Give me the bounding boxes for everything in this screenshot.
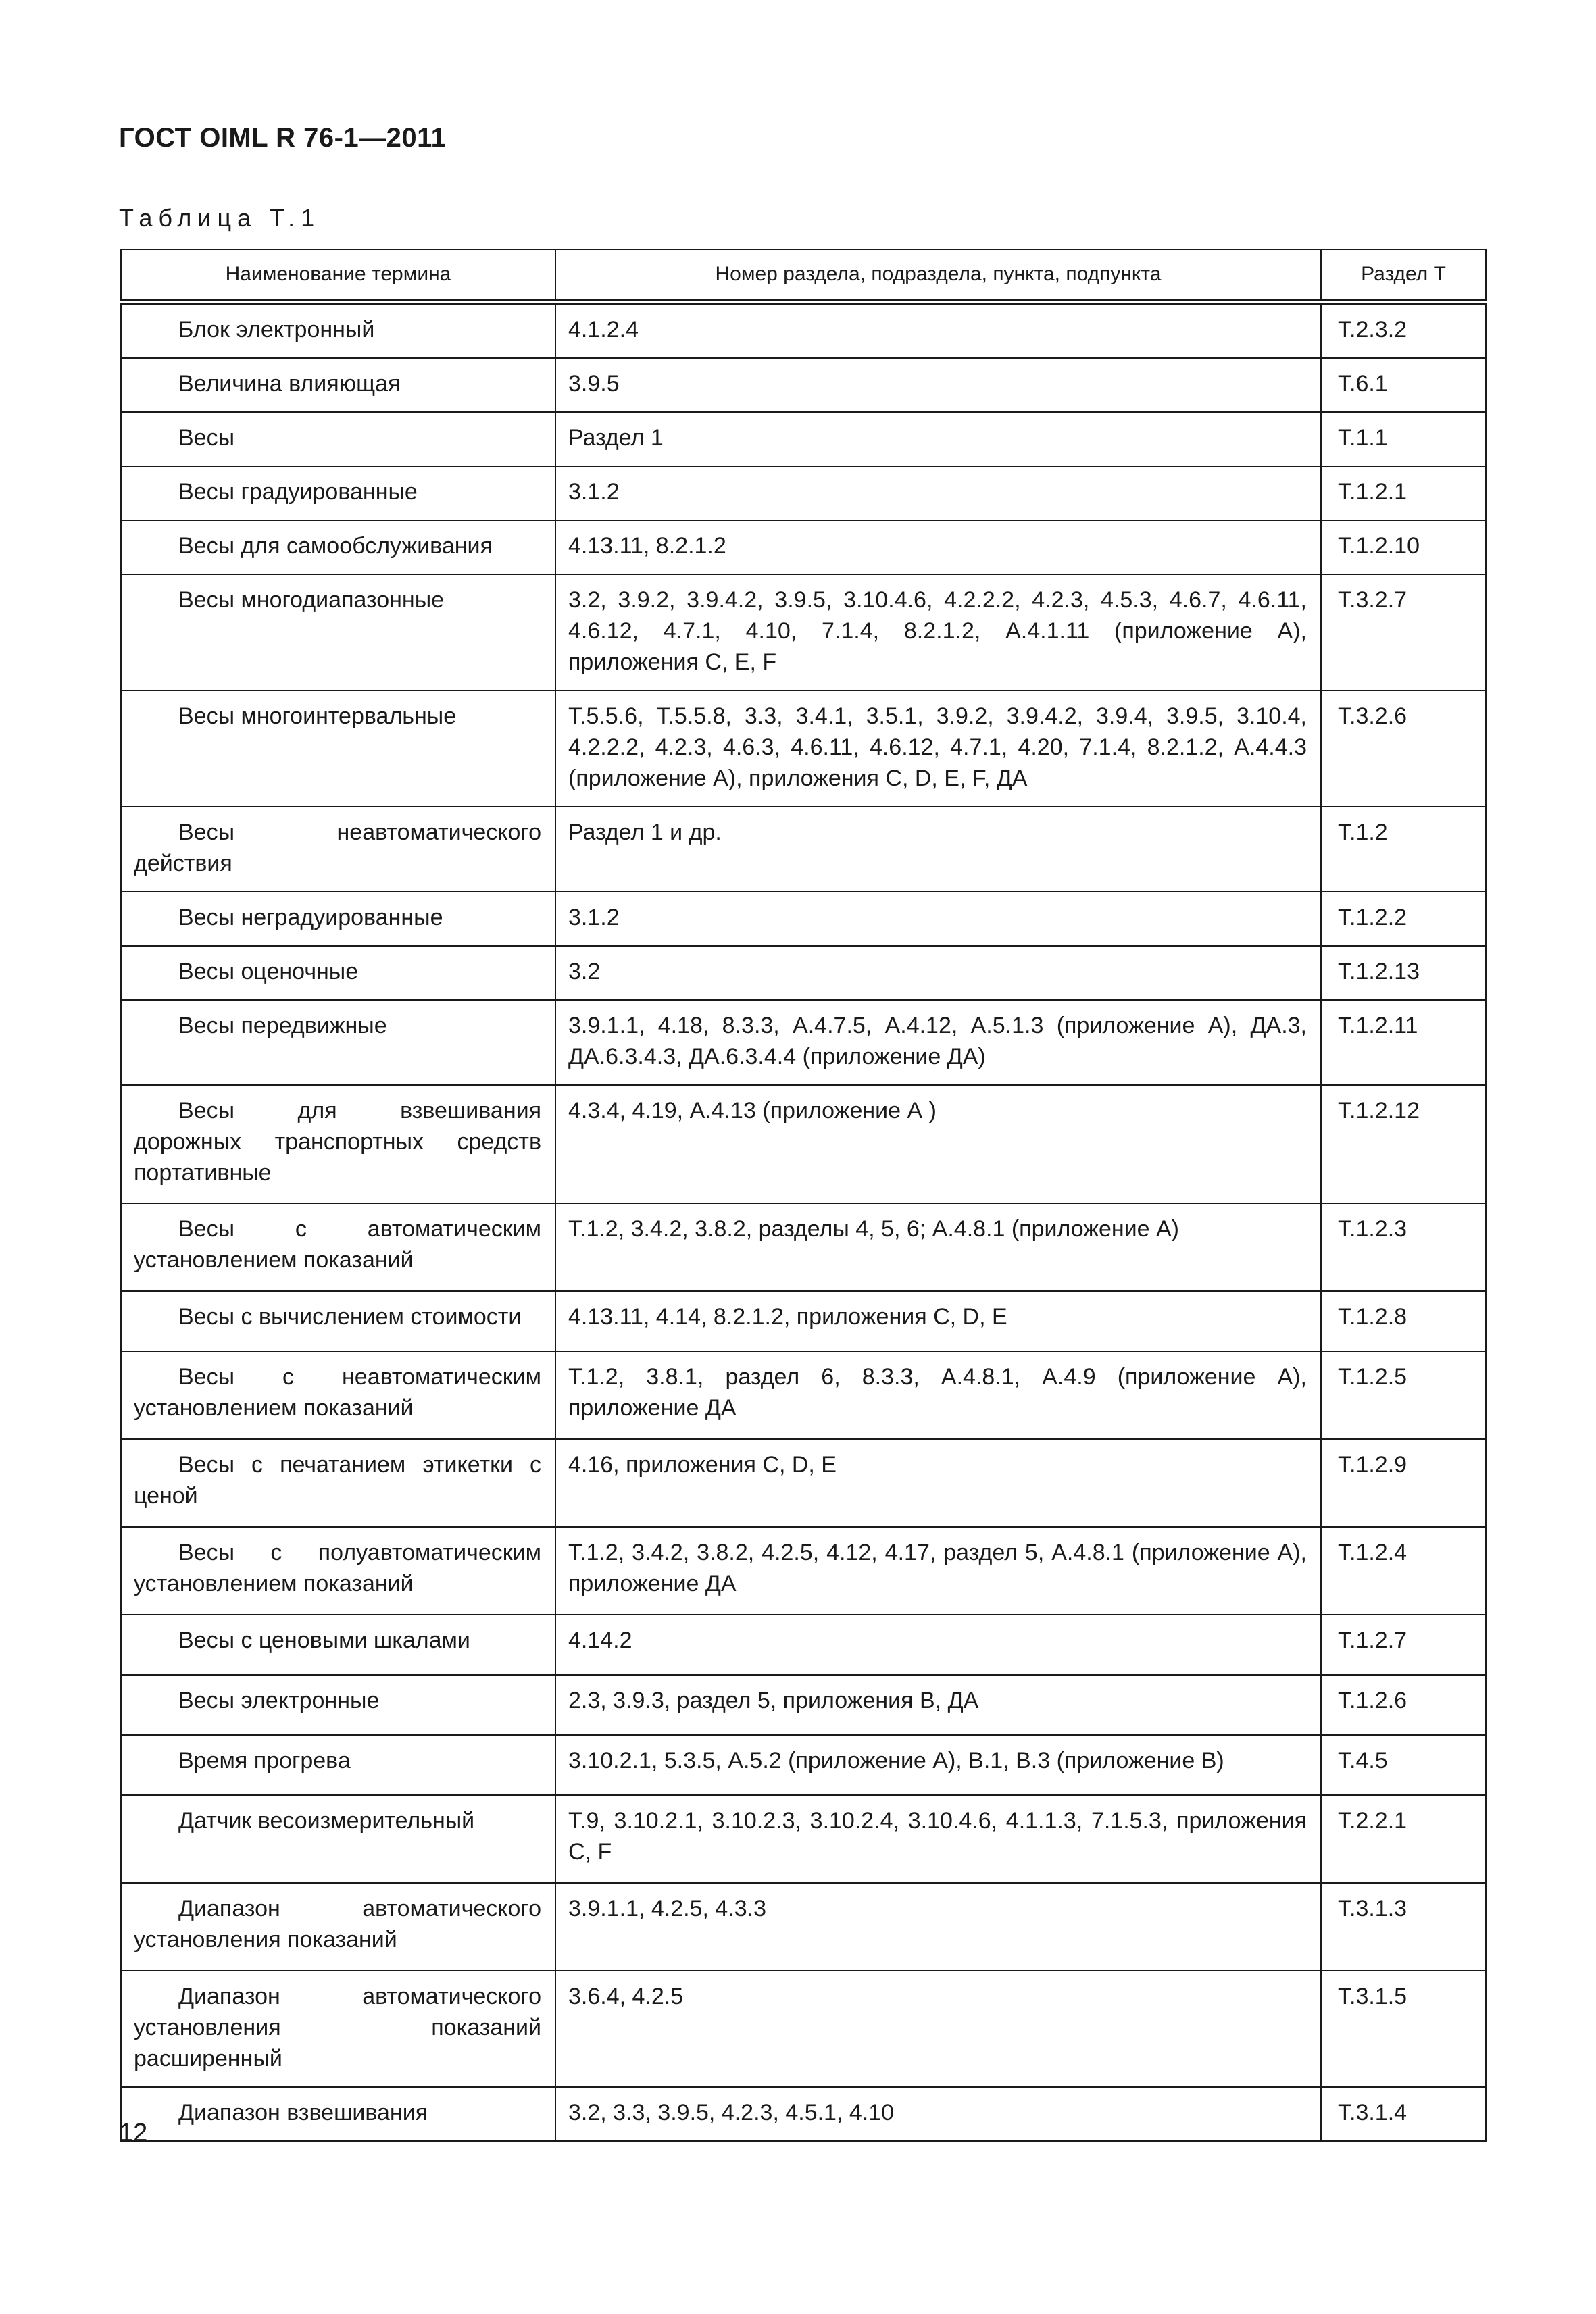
table-row <box>121 466 1486 520</box>
column-header-refs: Номер раздела, подраздела, пункта, подпункта <box>555 249 1321 302</box>
table-row <box>121 1000 1486 1085</box>
section-cell: Т.1.2.10 <box>1321 520 1486 574</box>
table-row <box>121 2087 1486 2141</box>
refs-cell: 2.3, 3.9.3, раздел 5, приложения В, ДА <box>555 1675 1321 1735</box>
refs-cell: 3.2 <box>555 946 1321 1000</box>
term-cell: Величина влияющая <box>121 358 555 412</box>
term-cell: Блок электронный <box>121 302 555 359</box>
term-cell: Весы неградуированные <box>121 892 555 946</box>
term-cell: Весы неавтоматического действия <box>121 807 555 892</box>
table-row <box>121 1203 1486 1291</box>
term-cell: Весы с автоматическим установлением показаний <box>121 1203 555 1291</box>
table-row <box>121 1795 1486 1883</box>
refs-cell: 3.2, 3.9.2, 3.9.4.2, 3.9.5, 3.10.4.6, 4.2.2.2, 4.2.3, 4.5.3, 4.6.7, 4.6.11, 4.6.12, 4.7.1, 4.10, 7.1.4, 8.2.1.2, А.4.1.11 (приложение А), приложения C, E, F <box>555 574 1321 690</box>
refs-cell: 3.1.2 <box>555 466 1321 520</box>
term-cell: Весы с неавтоматическим установлением показаний <box>121 1351 555 1439</box>
term-cell: Весы с печатанием этикетки с ценой <box>121 1439 555 1527</box>
term-cell: Весы с вычислением стоимости <box>121 1291 555 1351</box>
term-cell: Датчик весоизмерительный <box>121 1795 555 1883</box>
table-row <box>121 1351 1486 1439</box>
section-cell: Т.3.1.5 <box>1321 1971 1486 2087</box>
term-cell: Весы <box>121 412 555 466</box>
refs-cell: 3.9.1.1, 4.2.5, 4.3.3 <box>555 1883 1321 1971</box>
refs-cell: 4.13.11, 4.14, 8.2.1.2, приложения C, D, E <box>555 1291 1321 1351</box>
table-row <box>121 1291 1486 1351</box>
section-cell: Т.1.2 <box>1321 807 1486 892</box>
term-cell: Весы многодиапазонные <box>121 574 555 690</box>
section-cell: Т.1.2.12 <box>1321 1085 1486 1203</box>
term-cell: Диапазон взвешивания <box>121 2087 555 2141</box>
table-row <box>121 520 1486 574</box>
term-cell: Весы для взвешивания дорожных транспортных средств портативные <box>121 1085 555 1203</box>
section-cell: Т.3.1.4 <box>1321 2087 1486 2141</box>
section-cell: Т.1.2.13 <box>1321 946 1486 1000</box>
term-cell: Весы оценочные <box>121 946 555 1000</box>
term-cell: Весы градуированные <box>121 466 555 520</box>
refs-cell: 4.3.4, 4.19, А.4.13 (приложение А ) <box>555 1085 1321 1203</box>
column-header-section: Раздел Т <box>1321 249 1486 302</box>
refs-cell: Т.9, 3.10.2.1, 3.10.2.3, 3.10.2.4, 3.10.4.6, 4.1.1.3, 7.1.5.3, приложения C, F <box>555 1795 1321 1883</box>
refs-cell: 3.10.2.1, 5.3.5, А.5.2 (приложение А), В.1, В.3 (приложение В) <box>555 1735 1321 1795</box>
refs-cell: Т.1.2, 3.4.2, 3.8.2, разделы 4, 5, 6; А.4.8.1 (приложение А) <box>555 1203 1321 1291</box>
section-cell: Т.1.2.8 <box>1321 1291 1486 1351</box>
section-cell: Т.1.2.2 <box>1321 892 1486 946</box>
section-cell: Т.1.2.5 <box>1321 1351 1486 1439</box>
refs-cell: 3.2, 3.3, 3.9.5, 4.2.3, 4.5.1, 4.10 <box>555 2087 1321 2141</box>
section-cell: Т.1.2.9 <box>1321 1439 1486 1527</box>
table-row <box>121 1675 1486 1735</box>
term-cell: Весы с полуавтоматическим установлением показаний <box>121 1527 555 1615</box>
term-cell: Весы для самообслуживания <box>121 520 555 574</box>
table-row <box>121 892 1486 946</box>
section-cell: Т.1.2.4 <box>1321 1527 1486 1615</box>
table-row <box>121 1615 1486 1675</box>
table-row <box>121 412 1486 466</box>
refs-cell: 4.13.11, 8.2.1.2 <box>555 520 1321 574</box>
table-row <box>121 1085 1486 1203</box>
table-row <box>121 1735 1486 1795</box>
section-cell: Т.3.1.3 <box>1321 1883 1486 1971</box>
section-cell: Т.1.2.7 <box>1321 1615 1486 1675</box>
terms-table <box>120 249 1487 2142</box>
term-cell: Весы многоинтервальные <box>121 690 555 807</box>
table-row <box>121 574 1486 690</box>
term-cell: Диапазон автоматического установления показаний расширенный <box>121 1971 555 2087</box>
column-header-term: Наименование термина <box>121 249 555 302</box>
section-cell: Т.1.2.6 <box>1321 1675 1486 1735</box>
table-row <box>121 690 1486 807</box>
table-row <box>121 1971 1486 2087</box>
table-row <box>121 358 1486 412</box>
section-cell: Т.4.5 <box>1321 1735 1486 1795</box>
refs-cell: Т.5.5.6, Т.5.5.8, 3.3, 3.4.1, 3.5.1, 3.9.2, 3.9.4.2, 3.9.4, 3.9.5, 3.10.4, 4.2.2.2, 4.2.3, 4.6.3, 4.6.11, 4.6.12, 4.7.1, 4.20, 7.1.4, 8.2.1.2, А.4.4.3 (приложение А), приложения C, D, E, F, ДА <box>555 690 1321 807</box>
term-cell: Время прогрева <box>121 1735 555 1795</box>
table-body <box>121 302 1486 2142</box>
term-cell: Диапазон автоматического установления показаний <box>121 1883 555 1971</box>
table-row <box>121 302 1486 359</box>
table-caption: Таблица Т.1 <box>119 204 321 232</box>
section-cell: Т.2.3.2 <box>1321 302 1486 359</box>
section-cell: Т.3.2.6 <box>1321 690 1486 807</box>
table-row <box>121 1883 1486 1971</box>
refs-cell: 4.1.2.4 <box>555 302 1321 359</box>
term-cell: Весы с ценовыми шкалами <box>121 1615 555 1675</box>
refs-cell: 3.6.4, 4.2.5 <box>555 1971 1321 2087</box>
refs-cell: Т.1.2, 3.4.2, 3.8.2, 4.2.5, 4.12, 4.17, раздел 5, А.4.8.1 (приложение А), приложение ДА <box>555 1527 1321 1615</box>
table-row <box>121 946 1486 1000</box>
refs-cell: Т.1.2, 3.8.1, раздел 6, 8.3.3, А.4.8.1, А.4.9 (приложение А), приложение ДА <box>555 1351 1321 1439</box>
section-cell: Т.1.1 <box>1321 412 1486 466</box>
page-number: 12 <box>119 2119 148 2147</box>
refs-cell: Раздел 1 и др. <box>555 807 1321 892</box>
section-cell: Т.3.2.7 <box>1321 574 1486 690</box>
refs-cell: 3.9.5 <box>555 358 1321 412</box>
section-cell: Т.1.2.11 <box>1321 1000 1486 1085</box>
refs-cell: 4.14.2 <box>555 1615 1321 1675</box>
section-cell: Т.2.2.1 <box>1321 1795 1486 1883</box>
term-cell: Весы передвижные <box>121 1000 555 1085</box>
refs-cell: 3.1.2 <box>555 892 1321 946</box>
refs-cell: 3.9.1.1, 4.18, 8.3.3, А.4.7.5, А.4.12, А.5.1.3 (приложение А), ДА.3, ДА.6.3.4.3, ДА.6.3.4.4 (приложение ДА) <box>555 1000 1321 1085</box>
table-header-row <box>121 249 1486 302</box>
refs-cell: Раздел 1 <box>555 412 1321 466</box>
section-cell: Т.6.1 <box>1321 358 1486 412</box>
table-row <box>121 807 1486 892</box>
term-cell: Весы электронные <box>121 1675 555 1735</box>
document-header: ГОСТ OIML R 76-1—2011 <box>119 123 447 153</box>
table-row <box>121 1527 1486 1615</box>
section-cell: Т.1.2.1 <box>1321 466 1486 520</box>
section-cell: Т.1.2.3 <box>1321 1203 1486 1291</box>
refs-cell: 4.16, приложения C, D, E <box>555 1439 1321 1527</box>
table-row <box>121 1439 1486 1527</box>
